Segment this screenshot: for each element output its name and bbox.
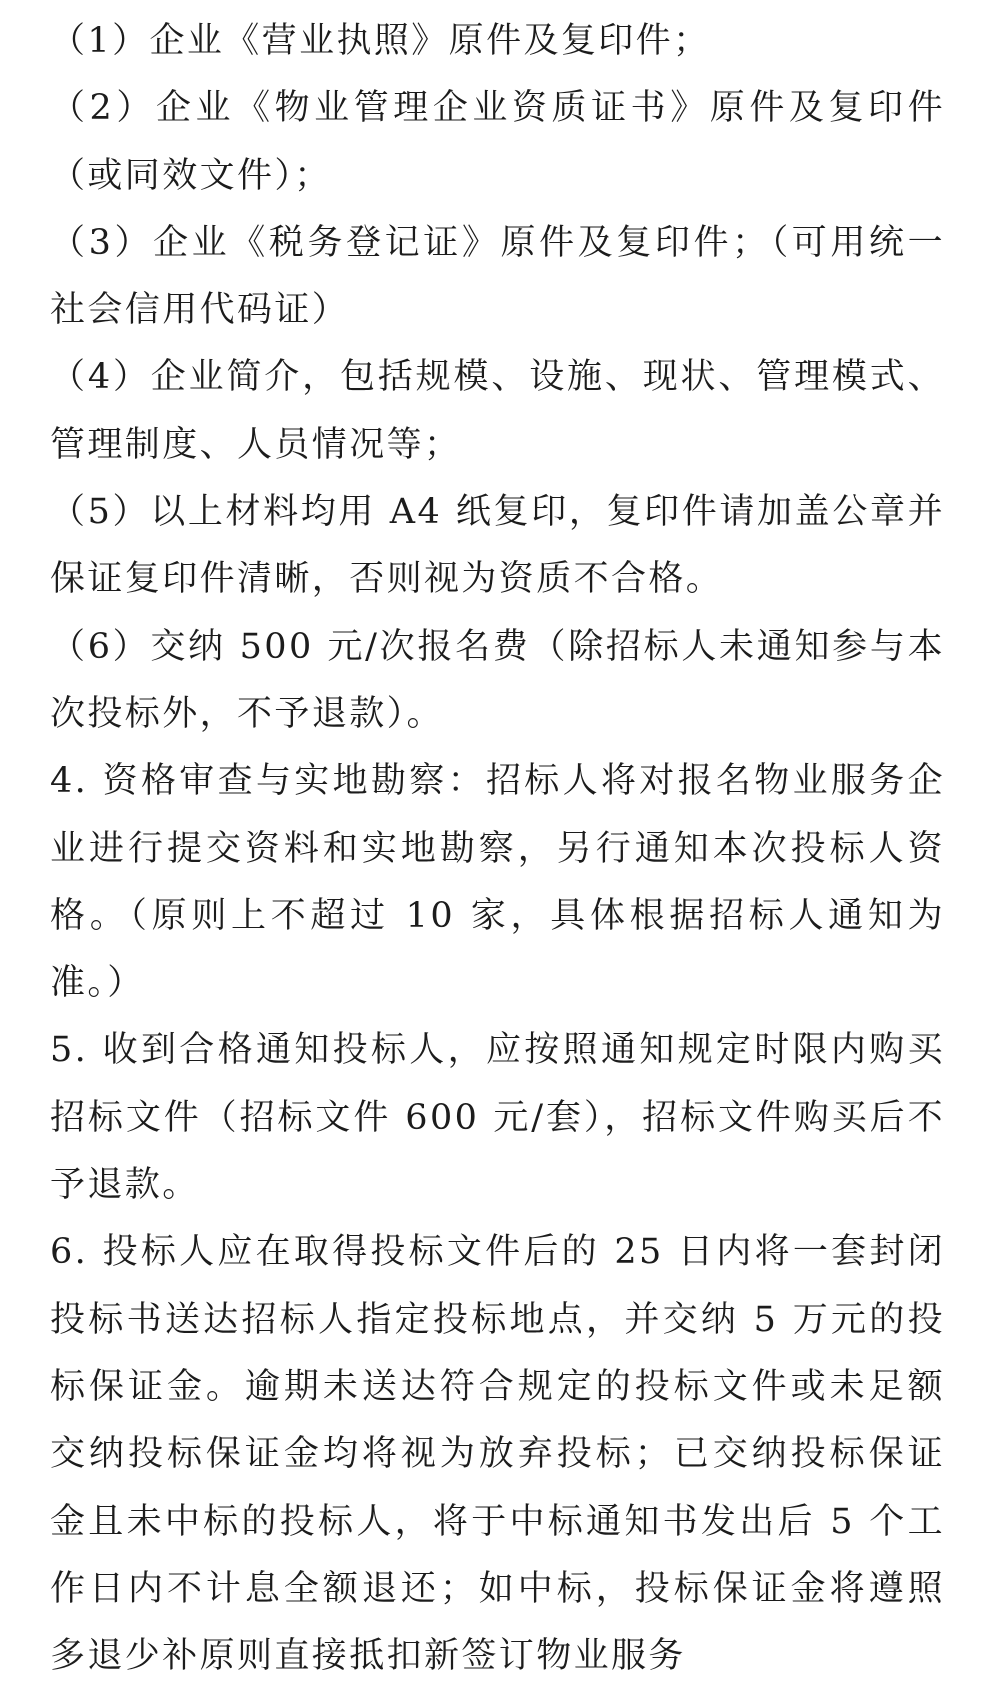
section-4-qualification-review: 4. 资格审查与实地勘察：招标人将对报名物业服务企业进行提交资料和实地勘察，另行通知本次投标人资格。（原则上不超过 10 家，具体根据招标人通知为准。） [50, 761, 945, 1004]
item-1-business-license: （1）企业《营业执照》原件及复印件； [50, 21, 711, 61]
item-4-company-profile: （4）企业简介，包括规模、设施、现状、管理模式、管理制度、人员情况等； [50, 357, 945, 465]
document-body [50, 8, 945, 1690]
section-5-purchase-tender-documents: 5. 收到合格通知投标人，应按照通知规定时限内购买招标文件（招标文件 600 元/套），招标文件购买后不予退款。 [50, 1030, 945, 1206]
item-6-registration-fee: （6）交纳 500 元/次报名费（除招标人未通知参与本次投标外，不予退款）。 [50, 626, 945, 734]
item-5-copy-requirements: （5）以上材料均用 A4 纸复印，复印件请加盖公章并保证复印件清晰，否则视为资质不合格。 [50, 492, 945, 600]
item-3-tax-registration: （3）企业《税务登记证》原件及复印件；（可用统一社会信用代码证） [50, 222, 945, 331]
section-6-bid-submission-deposit: 6. 投标人应在取得投标文件后的 25 日内将一套封闭投标书送达招标人指定投标地点，并交纳 5 万元的投标保证金。逾期未送达符合规定的投标文件或未足额交纳投标保证金均将视为放弃投标；已交纳投标保证金且未中标的投标人，将于中标通知书发出后 5 个工作日内不计息全额退还；如中标，投标保证金将遵照多退少补原则直接抵扣新签订物业服务 [50, 1232, 945, 1677]
item-2-property-qualification: （2）企业《物业管理企业资质证书》原件及复印件（或同效文件）； [50, 88, 945, 196]
